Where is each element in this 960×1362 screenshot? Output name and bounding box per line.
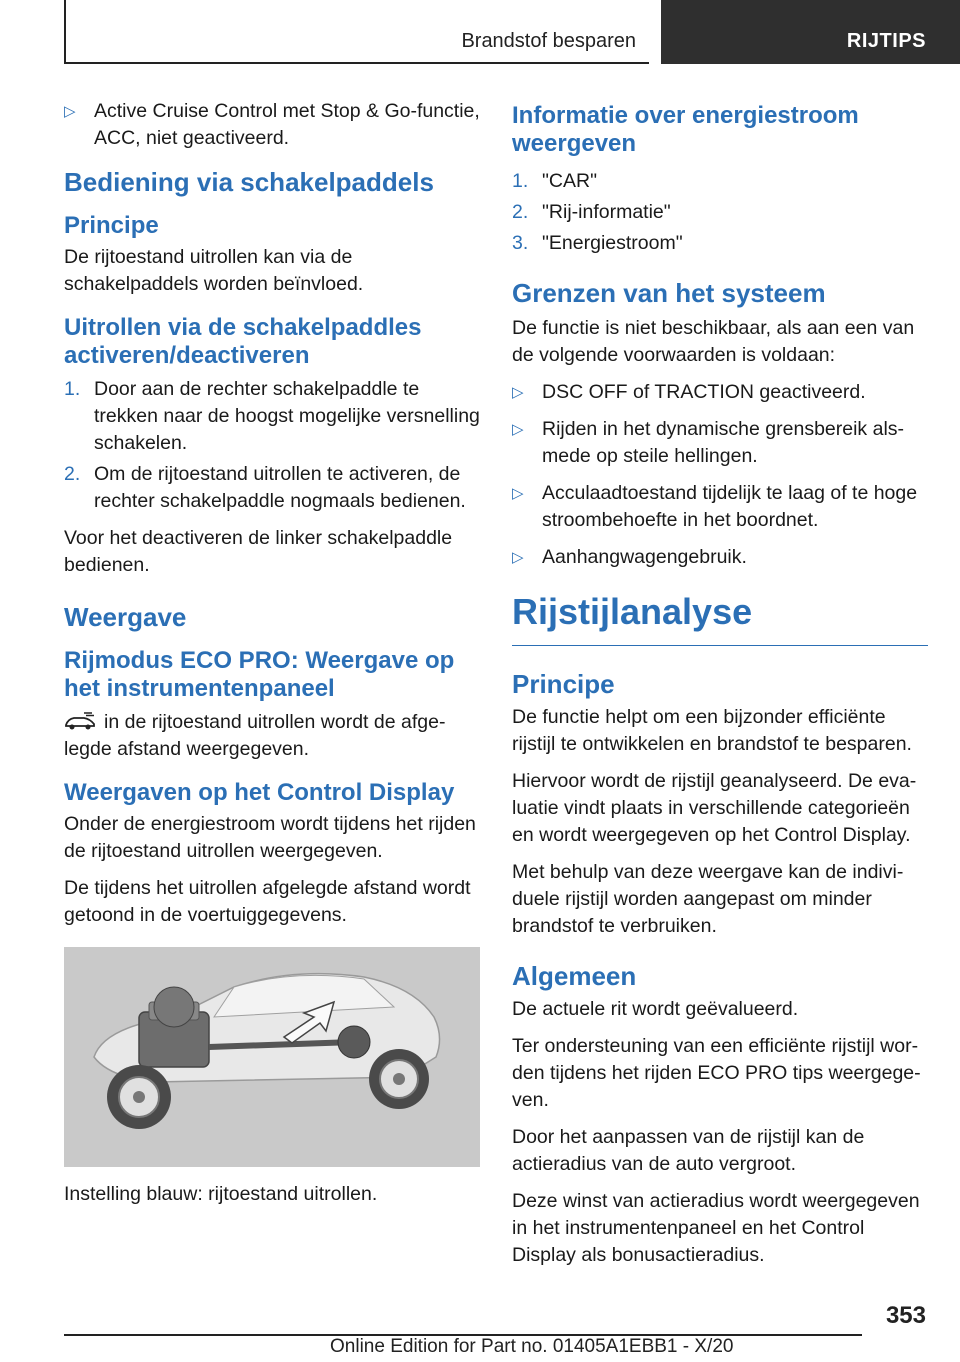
- list-item: ▷ Acculaadtoestand tijdelijk te laag of te hoge stroombehoefte in het boordnet.: [512, 482, 918, 531]
- paragraph-principe-1: De functie helpt om een bijzonder efficiënte rijstijl te ontwikkelen en brandstof te besparen.: [512, 706, 912, 755]
- list-item: 1. Door aan de rechter schakelpaddle te trekken naar de hoogst mogelijke versnelling schakelen.: [64, 378, 480, 454]
- steps-energiestroom: [512, 168, 928, 257]
- paragraph-principe-2: Hiervoor wordt de rijstijl geanalyseerd. De evaluatie vindt plaats in verschillende categorieën en wordt weergegeven op het Control Display.: [512, 770, 917, 846]
- step-number: 1.: [64, 378, 81, 400]
- list-item: ▷ Active Cruise Control met Stop & Go-functie, ACC, niet geactiveerd.: [64, 100, 480, 149]
- heading-principe: Principe: [64, 212, 159, 239]
- coasting-car-icon: [64, 711, 96, 731]
- heading-rijmodus: Rijmodus ECO PRO: Weergave op het instrumentenpaneel: [64, 647, 455, 702]
- header-rule-bottom: [64, 62, 649, 64]
- paragraph-algemeen-1: De actuele rit wordt geëvalueerd.: [512, 998, 799, 1020]
- bullets-grenzen: [512, 379, 928, 571]
- step-number: 2.: [64, 463, 81, 485]
- paragraph-algemeen-2: Ter ondersteuning van een efficiënte rijstijl worden tijdens het rijden ECO PRO tips weergegeven.: [512, 1035, 921, 1111]
- heading-energiestroom: Informatie over energiestroom weergeven: [512, 102, 859, 157]
- heading-uitrollen: Uitrollen via de schakelpaddles activeren/deactiveren: [64, 314, 422, 369]
- car-illustration: [64, 947, 480, 1167]
- left-column: [64, 98, 480, 1218]
- figure-caption: Instelling blauw: rijtoestand uitrollen.: [64, 1183, 378, 1205]
- heading-algemeen: Algemeen: [512, 961, 637, 991]
- chapter-title-rijstijlanalyse: Rijstijlanalyse: [512, 591, 928, 646]
- paragraph-grenzen: De functie is niet beschikbaar, als aan een van de volgende voorwaarden is voldaan:: [512, 317, 915, 366]
- list-item: ▷ DSC OFF of TRACTION geactiveerd.: [512, 379, 928, 406]
- right-column: [512, 98, 928, 1279]
- paragraph-algemeen-3: Door het aanpassen van de rijstijl kan de actieradius van de auto vergroot.: [512, 1126, 865, 1175]
- heading-weergave: Weergave: [64, 602, 187, 632]
- paragraph-control-2: De tijdens het uitrollen afgelegde afstand wordt getoond in de voertuiggegevens.: [64, 877, 471, 926]
- header-chapter-tab: [661, 0, 960, 64]
- car-drivetrain-image: [64, 947, 480, 1167]
- list-item: ▷ Aanhangwagengebruik.: [512, 544, 928, 571]
- heading-principe-right: Principe: [512, 669, 615, 699]
- triangle-right-icon: ▷: [512, 485, 524, 502]
- list-item: 3. "Energiestroom": [512, 230, 928, 257]
- list-item: ▷ Rijden in het dynamische grensbereik alsmede op steile hellingen.: [512, 418, 905, 467]
- steps-uitrollen: [64, 376, 480, 515]
- triangle-right-icon: ▷: [512, 549, 524, 566]
- heading-control-display: Weergaven op het Control Display: [64, 779, 455, 806]
- triangle-right-icon: ▷: [64, 103, 76, 120]
- paragraph-principe: De rijtoestand uitrollen kan via de schakelpaddels worden beïnvloed.: [64, 246, 364, 295]
- paragraph-deactiveren: Voor het deactiveren de linker schakelpaddle bedienen.: [64, 527, 453, 576]
- step-number: 2.: [512, 201, 529, 223]
- paragraph-rijmodus: in de rijtoestand uitrollen wordt de afgelegde afstand weergegeven.: [64, 711, 446, 760]
- triangle-right-icon: ▷: [512, 421, 524, 438]
- page-number: 353: [885, 1302, 926, 1329]
- list-item: 2. Om de rijtoestand uitrollen te activeren, de rechter schakelpaddle nogmaals bedienen.: [64, 463, 466, 512]
- triangle-right-icon: ▷: [512, 384, 524, 401]
- paragraph-algemeen-4: Deze winst van actieradius wordt weergegeven in het instrumentenpaneel en het Control Display als bonusactieradius.: [512, 1190, 920, 1266]
- step-number: 1.: [512, 170, 529, 192]
- list-item: 2. "Rij-informatie": [512, 199, 928, 226]
- heading-grenzen: Grenzen van het systeem: [512, 278, 826, 308]
- paragraph-principe-3: Met behulp van deze weergave kan de individuele rijstijl worden aangepast om minder brandstof te verbruiken.: [512, 861, 904, 937]
- paragraph-control-1: Onder de energiestroom wordt tijdens het rijden de rijtoestand uitrollen weergegeven.: [64, 813, 476, 862]
- header-section-title: Brandstof besparen: [461, 30, 636, 52]
- heading-bediening: Bediening via schakelpaddels: [64, 167, 434, 197]
- header-chapter-label: RIJTIPS: [846, 30, 926, 52]
- intro-bullet-list: [64, 98, 480, 152]
- footer-edition: Online Edition for Part no. 01405A1EBB1 - X/20: [330, 1336, 734, 1357]
- header-rule-left: [64, 0, 66, 64]
- list-item: 1. "CAR": [512, 168, 928, 195]
- step-number: 3.: [512, 232, 529, 254]
